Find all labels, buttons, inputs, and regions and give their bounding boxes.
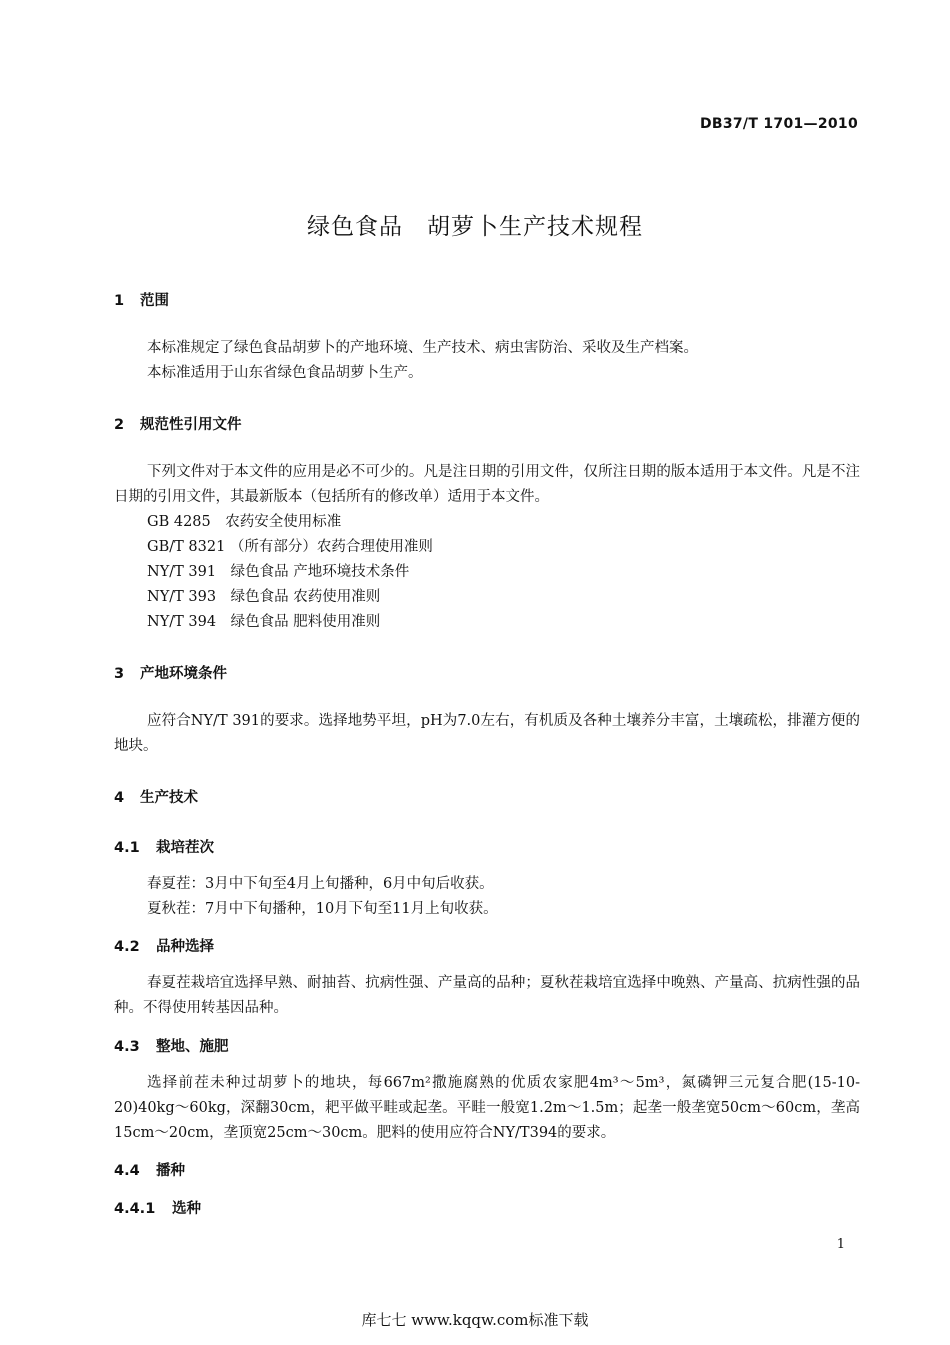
reference-item: GB 4285 农药安全使用标准 xyxy=(147,514,342,530)
subsection-number: 4.1 xyxy=(114,840,140,856)
section-1-paragraph-2: 本标准适用于山东省绿色食品胡萝卜生产。 xyxy=(147,365,423,381)
subsection-title: 品种选择 xyxy=(156,939,214,955)
subsection-number: 4.2 xyxy=(114,939,140,955)
subsection-4-1-heading xyxy=(114,836,214,857)
subsection-4-2-paragraph: 春夏茬栽培宜选择早熟、耐抽苔、抗病性强、产量高的品种；夏秋茬栽培宜选择中晚熟、产量高、抗病性强的品种。不得使用转基因品种。 xyxy=(114,975,860,1016)
section-title: 规范性引用文件 xyxy=(140,417,242,433)
subsection-title: 播种 xyxy=(156,1163,185,1179)
subsection-4-1-line-2: 夏秋茬：7月中下旬播种，10月下旬至11月上旬收获。 xyxy=(147,901,498,917)
section-title: 产地环境条件 xyxy=(140,666,227,682)
footer-watermark: 库七七 www.kqqw.com标准下载 xyxy=(361,1311,589,1329)
subsection-4-4-1-heading xyxy=(114,1197,201,1218)
section-3-heading xyxy=(114,662,227,683)
subsection-4-3-paragraph: 选择前茬未种过胡萝卜的地块，每667m²撒施腐熟的优质农家肥4m³～5m³，氮磷钾三元复合肥(15-10-20)40kg～60kg，深翻30cm，耙平做平畦或起垄。平畦一般宽1.2m～1.5m；起垄一般垄宽50cm～60cm，垄高15cm～20cm，垄顶宽25cm～30cm。肥料的使用应符合NY/T394的要求。 xyxy=(114,1075,860,1141)
subsection-number: 4.3 xyxy=(114,1039,140,1055)
reference-item: NY/T 391 绿色食品 产地环境技术条件 xyxy=(147,564,410,580)
section-number: 4 xyxy=(114,790,125,806)
section-number: 1 xyxy=(114,293,125,309)
section-2-paragraph-1: 下列文件对于本文件的应用是必不可少的。凡是注日期的引用文件，仅所注日期的版本适用于本文件。凡是不注日期的引用文件，其最新版本（包括所有的修改单）适用于本文件。 xyxy=(114,464,860,505)
reference-item: NY/T 394 绿色食品 肥料使用准则 xyxy=(147,614,381,630)
section-4-heading xyxy=(114,786,198,807)
standard-code: DB37/T 1701—2010 xyxy=(699,116,858,132)
section-title: 范围 xyxy=(140,293,169,309)
page-title: 绿色食品 胡萝卜生产技术规程 xyxy=(307,214,643,240)
section-2-heading xyxy=(114,413,242,434)
section-1-paragraph-1: 本标准规定了绿色食品胡萝卜的产地环境、生产技术、病虫害防治、采收及生产档案。 xyxy=(147,340,698,356)
subsection-4-1-line-1: 春夏茬：3月中下旬至4月上旬播种，6月中旬后收获。 xyxy=(147,876,494,892)
subsection-title: 整地、施肥 xyxy=(156,1039,229,1055)
subsection-title: 选种 xyxy=(172,1201,201,1217)
page-number: 1 xyxy=(836,1237,845,1252)
subsection-number: 4.4 xyxy=(114,1163,140,1179)
section-number: 2 xyxy=(114,417,125,433)
subsection-4-3-heading xyxy=(114,1035,229,1056)
section-3-paragraph-1: 应符合NY/T 391的要求。选择地势平坦，pH为7.0左右，有机质及各种土壤养分丰富，土壤疏松，排灌方便的地块。 xyxy=(114,713,860,754)
subsection-4-2-heading xyxy=(114,935,214,956)
reference-item: GB/T 8321 （所有部分）农药合理使用准则 xyxy=(147,539,433,555)
reference-item: NY/T 393 绿色食品 农药使用准则 xyxy=(147,589,381,605)
section-number: 3 xyxy=(114,666,125,682)
section-title: 生产技术 xyxy=(140,790,198,806)
subsection-number: 4.4.1 xyxy=(114,1201,156,1217)
subsection-4-4-heading xyxy=(114,1159,185,1180)
section-1-heading xyxy=(114,289,169,310)
subsection-title: 栽培茬次 xyxy=(156,840,214,856)
